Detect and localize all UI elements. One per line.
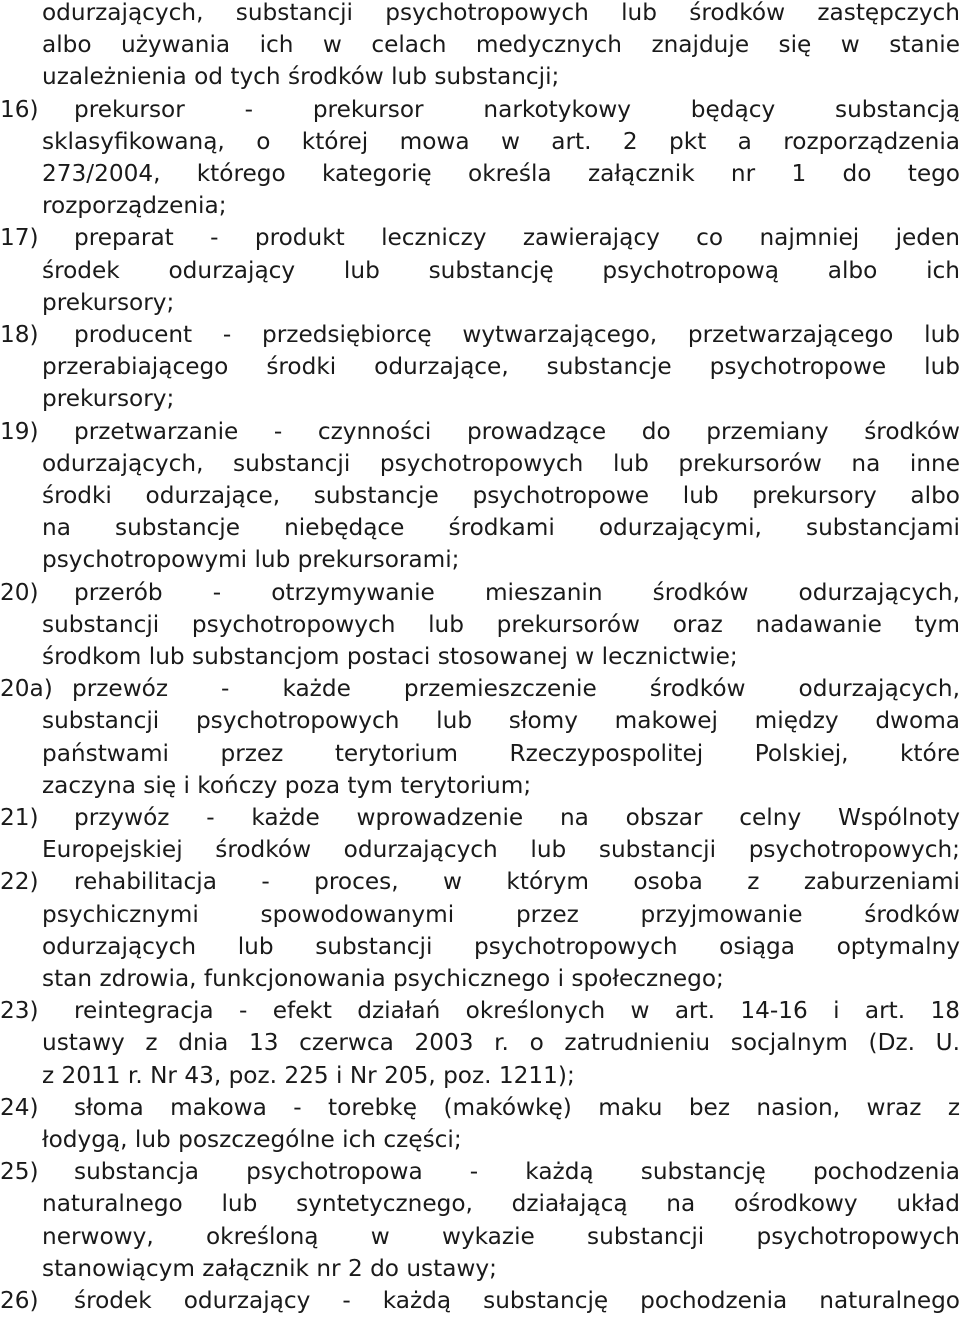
item-number: 18) [0, 321, 39, 348]
text-line [0, 351, 960, 383]
continuation-text: przerabiającego środki odurzające, substancje psychotropowe lub [42, 353, 960, 381]
text-line [0, 931, 960, 963]
item-number: 20) [0, 578, 39, 606]
text-line [0, 770, 960, 802]
text-line [0, 480, 960, 512]
continuation-text: odurzających, substancji psychotropowych lub prekursorów na inne [42, 449, 960, 477]
list-item-heading [0, 416, 960, 448]
continuation-text: psychicznymi spowodowanymi przez przyjmowanie środków [42, 900, 960, 928]
text-line [0, 963, 960, 995]
item-text: reintegracja - efekt działań określonych w art. 14-16 i art. 18 [74, 997, 960, 1025]
item-text: słoma makowa - torebkę (makówkę) maku bez nasion, wraz z [74, 1093, 960, 1121]
text-line [0, 0, 960, 29]
continuation-text: prekursory; [42, 288, 175, 316]
item-text: preparat - produkt leczniczy zawierający co najmniej jeden [74, 224, 960, 252]
list-item-heading [0, 1092, 960, 1124]
continuation-text: stan zdrowia, funkcjonowania psychicznego i społecznego; [42, 965, 724, 992]
item-number: 25) [0, 1158, 39, 1186]
item-text: przetwarzanie - czynności prowadzące do przemiany środków [74, 417, 960, 445]
continuation-text: albo używania ich w celach medycznych znajduje się w stanie [42, 31, 960, 59]
continuation-text: łodygą, lub poszczególne ich części; [42, 1126, 462, 1153]
continuation-text: odurzających, substancji psychotropowych lub środków zastępczych [42, 0, 960, 26]
continuation-text: nerwowy, określoną w wykazie substancji psychotropowych [42, 1222, 960, 1250]
text-line [0, 705, 960, 737]
text-line [0, 287, 960, 319]
text-line [0, 641, 960, 673]
item-number: 21) [0, 804, 39, 831]
continuation-text: substancji psychotropowych lub prekursorów oraz nadawanie tym [42, 610, 960, 638]
continuation-text: stanowiącym załącznik nr 2 do ustawy; [42, 1254, 497, 1282]
continuation-text: odurzających lub substancji psychotropowych osiąga optymalny [42, 932, 960, 960]
text-line [0, 255, 960, 287]
text-line [0, 1060, 960, 1092]
continuation-text: środek odurzający lub substancję psychotropową albo ich [42, 256, 960, 284]
text-line [0, 1188, 960, 1220]
item-text: środek odurzający - każdą substancję pochodzenia naturalnego [74, 1287, 960, 1314]
text-line [0, 512, 960, 544]
continuation-text: środki odurzające, substancje psychotropowe lub prekursory albo [42, 482, 960, 509]
text-line [0, 899, 960, 931]
text-line [0, 834, 960, 866]
item-number: 16) [0, 95, 39, 123]
item-number: 26) [0, 1287, 39, 1314]
item-number: 22) [0, 868, 39, 896]
list-item-heading [0, 94, 960, 126]
text-line [0, 1221, 960, 1253]
item-text: prekursor - prekursor narkotykowy będący substancją [74, 95, 960, 123]
list-item-heading [0, 802, 960, 834]
list-item-heading [0, 673, 960, 705]
text-line [0, 544, 960, 576]
item-number: 23) [0, 997, 39, 1025]
continuation-text: na substancje niebędące środkami odurzającymi, substancjami [42, 514, 960, 542]
text-line [0, 448, 960, 480]
text-line [0, 1253, 960, 1285]
continuation-text: Europejskiej środków odurzających lub substancji psychotropowych; [42, 836, 960, 864]
continuation-text: zaczyna się i kończy poza tym terytorium; [42, 771, 532, 799]
list-item-heading [0, 1285, 960, 1317]
continuation-text: uzależnienia od tych środków lub substancji; [42, 63, 560, 91]
text-line [0, 126, 960, 158]
continuation-text: z 2011 r. Nr 43, poz. 225 i Nr 205, poz. 1211); [42, 1061, 575, 1089]
text-line [0, 1027, 960, 1059]
item-text: rehabilitacja - proces, w którym osoba z zaburzeniami [74, 868, 960, 896]
text-line [0, 190, 960, 222]
text-line [0, 61, 960, 93]
list-item-heading [0, 866, 960, 898]
item-text: producent - przedsiębiorcę wytwarzającego, przetwarzającego lub [74, 321, 960, 348]
continuation-text: prekursory; [42, 385, 175, 413]
text-line [0, 609, 960, 641]
continuation-text: naturalnego lub syntetycznego, działającą na ośrodkowy układ [42, 1190, 960, 1218]
item-number: 19) [0, 417, 39, 445]
item-text: przewóz - każde przemieszczenie środków odurzających, [72, 675, 960, 703]
continuation-text: środkom lub substancjom postaci stosowanej w lecznictwie; [42, 643, 738, 670]
continuation-text: państwami przez terytorium Rzeczypospolitej Polskiej, które [42, 739, 960, 767]
continuation-text: 273/2004, którego kategorię określa załącznik nr 1 do tego [42, 160, 960, 187]
list-item-heading [0, 1156, 960, 1188]
continuation-text: ustawy z dnia 13 czerwca 2003 r. o zatrudnieniu socjalnym (Dz. U. [42, 1029, 960, 1057]
continuation-text: sklasyfikowaną, o której mowa w art. 2 pkt a rozporządzenia [42, 127, 960, 155]
item-text: przerób - otrzymywanie mieszanin środków odurzających, [74, 578, 960, 606]
text-line [0, 738, 960, 770]
item-number: 24) [0, 1093, 39, 1121]
text-line [0, 383, 960, 415]
list-item-heading [0, 577, 960, 609]
text-line [0, 158, 960, 190]
list-item-heading [0, 222, 960, 254]
continuation-text: rozporządzenia; [42, 192, 227, 220]
text-line [0, 29, 960, 61]
continuation-text: substancji psychotropowych lub słomy makowej między dwoma [42, 707, 960, 735]
item-text: substancja psychotropowa - każdą substancję pochodzenia [74, 1158, 960, 1186]
item-text: przywóz - każde wprowadzenie na obszar celny Wspólnoty [74, 804, 960, 831]
list-item-heading [0, 995, 960, 1027]
item-number: 17) [0, 224, 39, 252]
text-line [0, 1124, 960, 1156]
item-number: 20a) [0, 675, 53, 703]
list-item-heading [0, 319, 960, 351]
continuation-text: psychotropowymi lub prekursorami; [42, 546, 460, 574]
